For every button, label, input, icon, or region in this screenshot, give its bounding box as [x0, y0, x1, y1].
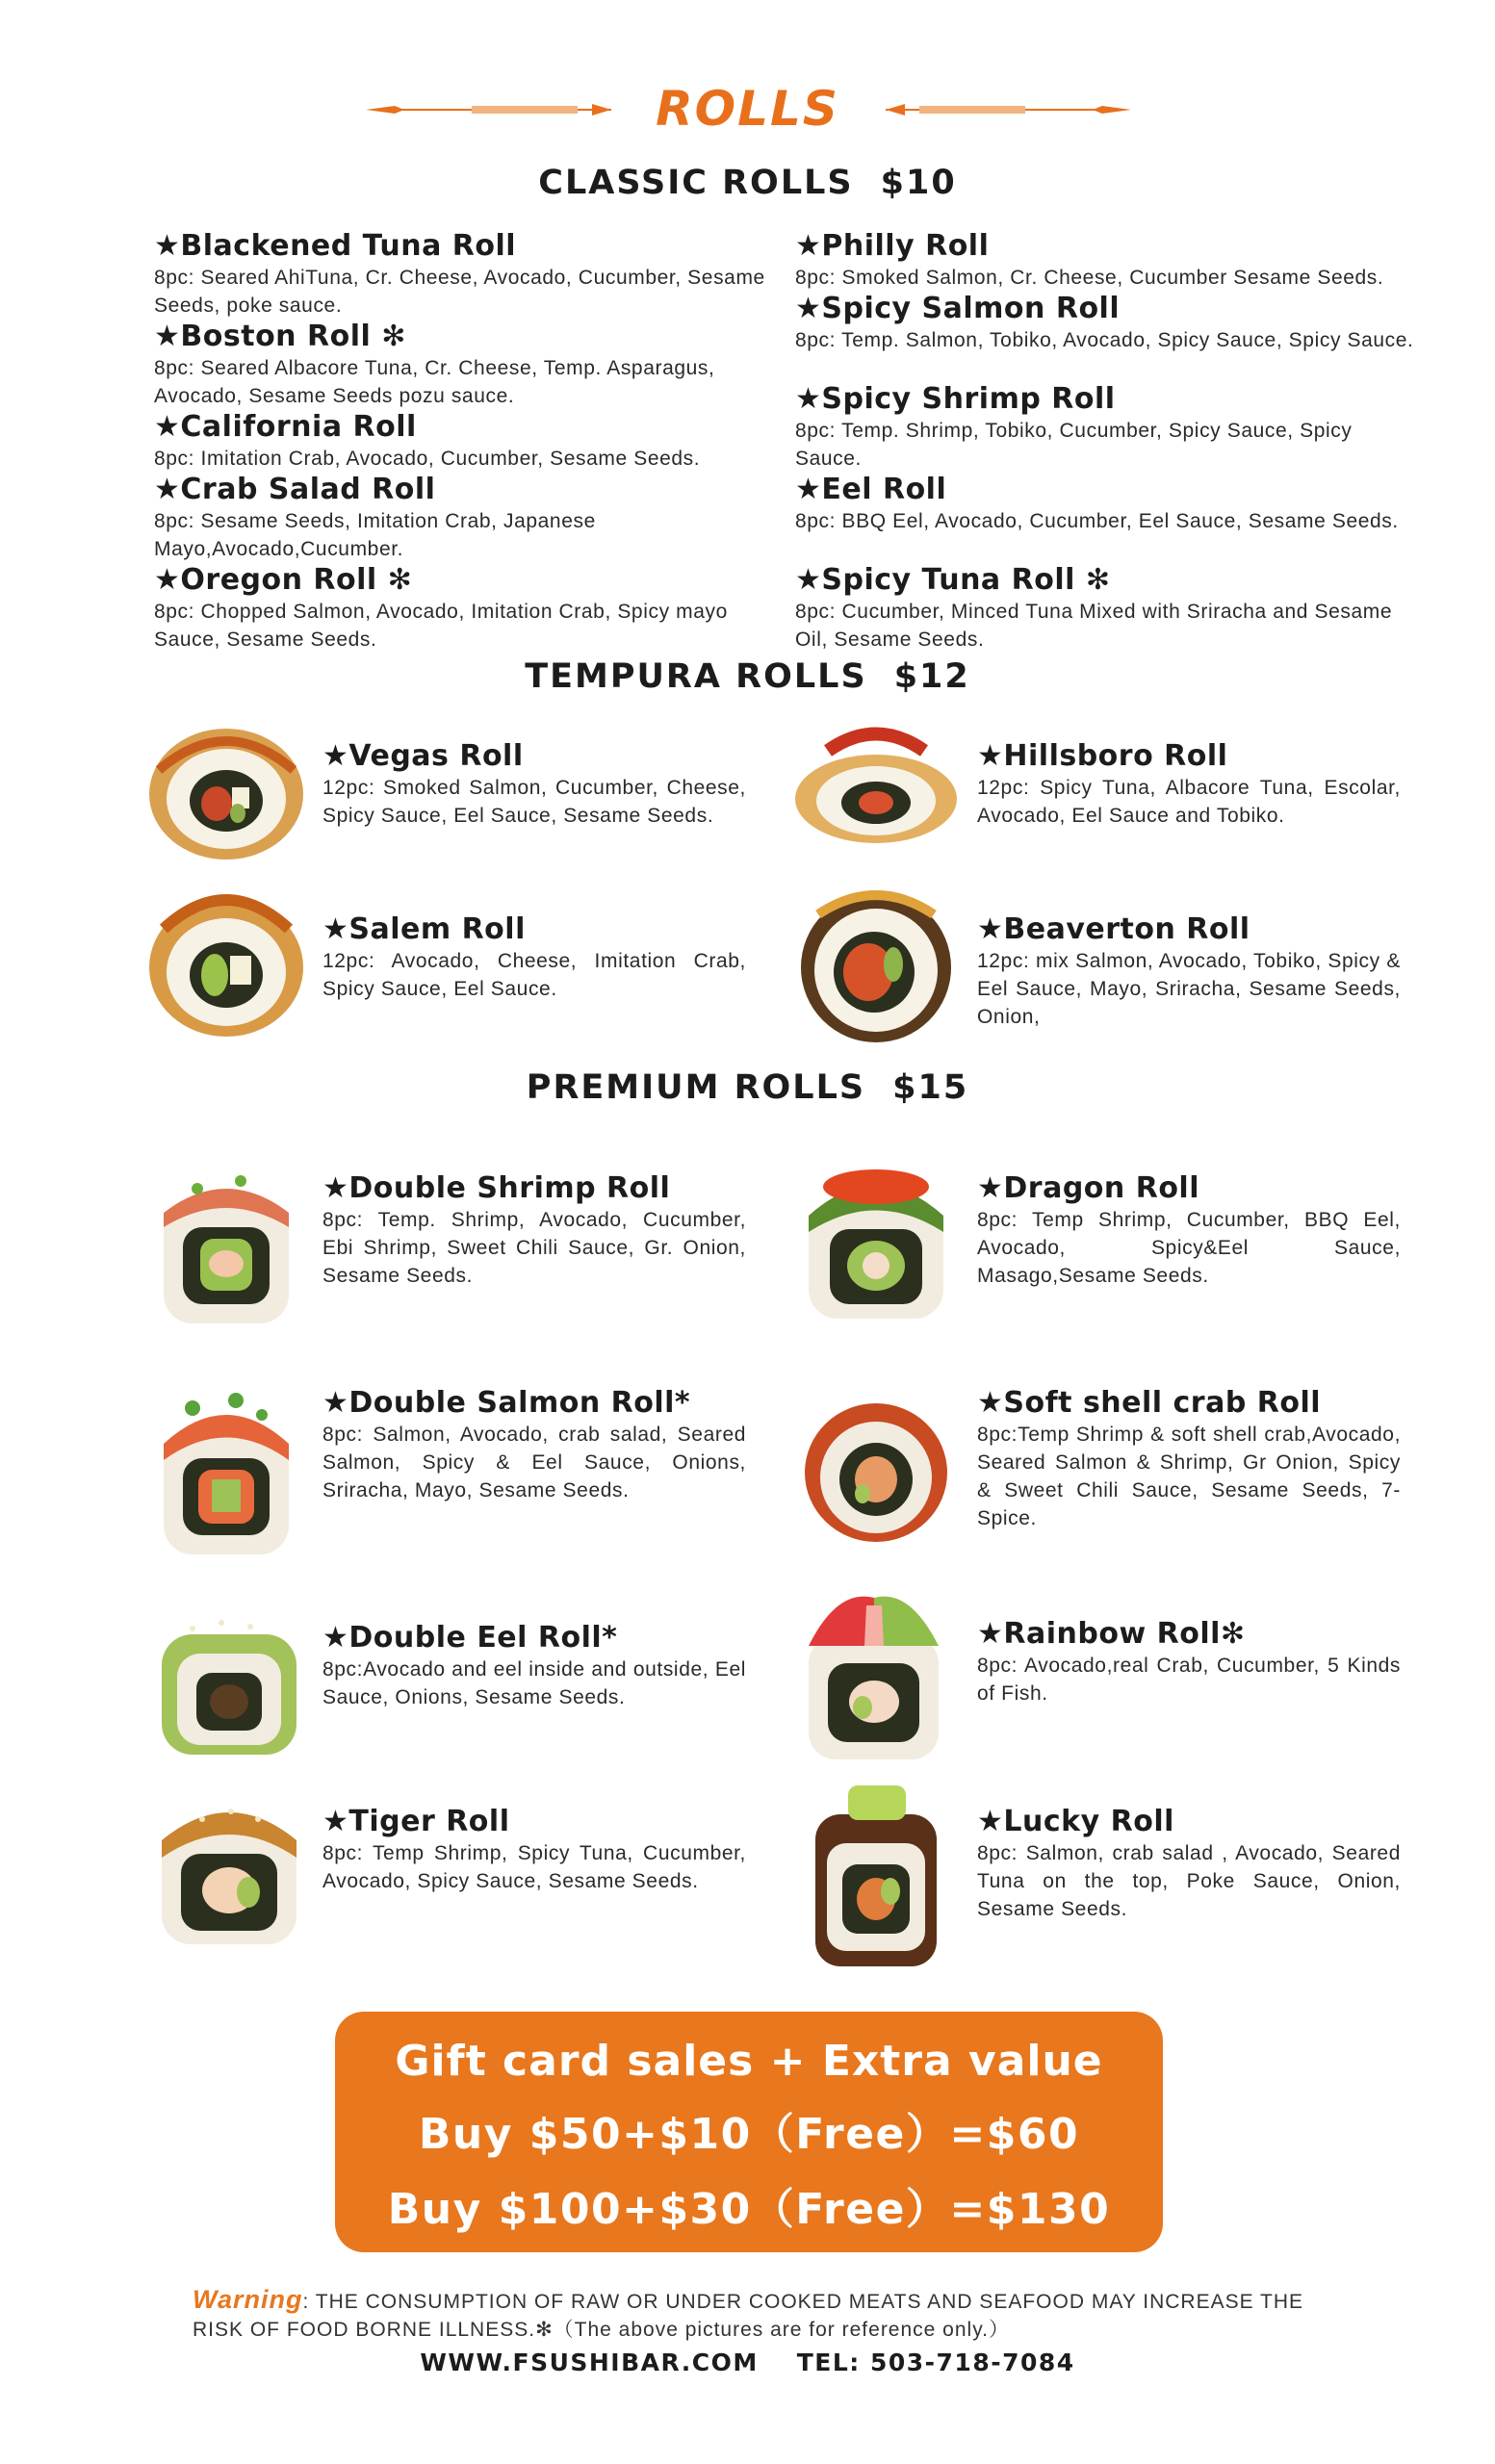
section-price: $15 [892, 1068, 969, 1107]
item-name: ★Boston Roll ✻ [154, 320, 406, 353]
item-name: ★Soft shell crab Roll [977, 1386, 1322, 1420]
menu-item [795, 473, 1421, 563]
website-link[interactable]: WWW.FSUSHIBAR.COM [420, 2348, 759, 2376]
item-description: 8pc: Temp. Salmon, Tobiko, Avocado, Spicy Sauce, Spicy Sauce. [795, 329, 1414, 351]
item-name: ★Philly Roll [795, 229, 990, 263]
item-description: 8pc: Temp Shrimp, Spicy Tuna, Cucumber, Avocado, Spicy Sauce, Sesame Seeds. [322, 1842, 746, 1892]
item-description: 8pc: Temp. Shrimp, Avocado, Cucumber, Ebi Shrimp, Sweet Chili Sauce, Gr. Onion, Sesame Seeds. [322, 1209, 746, 1287]
item-description: 8pc: Salmon, crab salad , Avocado, Seared Tuna on the top, Poke Sauce, Onion, Sesame Seeds. [977, 1842, 1401, 1920]
warning-notice [193, 2286, 1348, 2344]
section-name: CLASSIC ROLLS [538, 164, 854, 202]
dragon-roll-photo [799, 1160, 953, 1328]
tempura-rolls-heading [0, 657, 1495, 696]
item-name: ★Oregon Roll ✻ [154, 563, 413, 597]
warning-text: : THE CONSUMPTION OF RAW OR UNDER COOKED MEATS AND SEAFOOD MAY INCREASE THE RISK OF FOOD BORNE ILLNESS.✻（The above pictures are for reference only.） [193, 2291, 1304, 2341]
beaverton-roll-photo [789, 876, 963, 1049]
gift-card-promo [335, 2012, 1163, 2252]
item-text [977, 1617, 1401, 1707]
double-eel-roll-photo [154, 1607, 303, 1761]
menu-item [154, 563, 780, 654]
item-name: ★Rainbow Roll✻ [977, 1617, 1246, 1651]
item-text [322, 1621, 746, 1711]
item-name: ★Dragon Roll [977, 1171, 1199, 1205]
tiger-roll-photo [154, 1790, 303, 1949]
item-name: ★Double Shrimp Roll [322, 1171, 671, 1205]
warning-label: Warning [193, 2285, 303, 2314]
item-name: ★Salem Roll [322, 912, 526, 946]
menu-item [154, 410, 780, 473]
item-description: 12pc: Avocado, Cheese, Imitation Crab, Spicy Sauce, Eel Sauce. [322, 950, 746, 1000]
soft-shell-crab-roll-photo [799, 1386, 953, 1550]
item-text [322, 739, 746, 830]
item-description: 8pc: Smoked Salmon, Cr. Cheese, Cucumber Sesame Seeds. [795, 267, 1384, 289]
item-text [322, 1171, 746, 1290]
item-name: ★Tiger Roll [322, 1805, 510, 1838]
double-shrimp-roll-photo [154, 1160, 298, 1333]
item-description: 12pc: mix Salmon, Avocado, Tobiko, Spicy & Eel Sauce, Mayo, Sriracha, Sesame Seeds, Onion, [977, 950, 1401, 1028]
item-description: 8pc: Avocado,real Crab, Cucumber, 5 Kinds of Fish. [977, 1655, 1401, 1705]
item-description: 8pc: Temp. Shrimp, Tobiko, Cucumber, Spicy Sauce, Spicy Sauce. [795, 420, 1353, 470]
section-name: TEMPURA ROLLS [525, 657, 867, 696]
page-title: ROLLS [656, 81, 839, 137]
lucky-roll-photo [804, 1776, 948, 1973]
classic-left-column [154, 229, 780, 654]
item-name: ★Spicy Tuna Roll ✻ [795, 563, 1111, 597]
menu-item [154, 320, 780, 410]
section-price: $10 [880, 164, 957, 202]
menu-item [795, 292, 1421, 382]
menu-item [795, 382, 1421, 473]
item-text [977, 1386, 1401, 1532]
item-description: 8pc: Temp Shrimp, Cucumber, BBQ Eel, Avocado, Spicy&Eel Sauce, Masago,Sesame Seeds. [977, 1209, 1401, 1287]
menu-item [154, 473, 780, 563]
item-text [977, 1805, 1401, 1923]
gift-card-title: Gift card sales + Extra value [395, 2037, 1103, 2086]
item-description: 8pc:Temp Shrimp & soft shell crab,Avocado, Seared Salmon & Shrimp, Gr Onion, Spicy & Sweet Chili Sauce, Sesame Seeds, 7-Spice. [977, 1424, 1401, 1529]
section-name: PREMIUM ROLLS [526, 1068, 866, 1107]
menu-item [795, 563, 1421, 654]
item-text [977, 912, 1401, 1031]
item-name: ★Beaverton Roll [977, 912, 1250, 946]
classic-rolls-heading [0, 164, 1495, 202]
item-description: 8pc: Seared Albacore Tuna, Cr. Cheese, Temp. Asparagus, Avocado, Sesame Seeds pozu sauce. [154, 357, 715, 407]
footer [0, 2348, 1495, 2376]
classic-right-column [795, 229, 1421, 654]
item-description: 8pc: Cucumber, Minced Tuna Mixed with Sriracha and Sesame Oil, Sesame Seeds. [795, 601, 1393, 651]
double-salmon-roll-photo [154, 1372, 298, 1564]
header [0, 75, 1495, 142]
salem-roll-photo [140, 881, 313, 1044]
item-name: ★Vegas Roll [322, 739, 524, 773]
item-text [322, 1386, 746, 1504]
gift-card-offer-100: Buy $100+$30（Free）=$130 [387, 2185, 1111, 2234]
item-description: 12pc: Smoked Salmon, Cucumber, Cheese, Spicy Sauce, Eel Sauce, Sesame Seeds. [322, 777, 746, 827]
phone-number[interactable]: TEL: 503-718-7084 [796, 2348, 1075, 2376]
item-name: ★Crab Salad Roll [154, 473, 436, 506]
item-text [322, 912, 746, 1003]
item-description: 8pc: Imitation Crab, Avocado, Cucumber, Sesame Seeds. [154, 448, 701, 470]
item-name: ★Blackened Tuna Roll [154, 229, 517, 263]
item-name: ★Hillsboro Roll [977, 739, 1228, 773]
menu-item [154, 229, 780, 320]
item-description: 8pc: BBQ Eel, Avocado, Cucumber, Eel Sauce, Sesame Seeds. [795, 510, 1399, 532]
hillsboro-roll-photo [789, 722, 963, 847]
premium-rolls-heading [0, 1068, 1495, 1107]
item-description: 8pc: Salmon, Avocado, crab salad, Seared Salmon, Spicy & Eel Sauce, Onions, Sriracha, Mayo, Sesame Seeds. [322, 1424, 746, 1502]
item-text [322, 1805, 746, 1895]
item-name: ★Spicy Salmon Roll [795, 292, 1121, 325]
item-description: 8pc:Avocado and eel inside and outside, Eel Sauce, Onions, Sesame Seeds. [322, 1658, 746, 1708]
item-name: ★Eel Roll [795, 473, 947, 506]
item-text [977, 1171, 1401, 1290]
item-description: 8pc: Chopped Salmon, Avocado, Imitation Crab, Spicy mayo Sauce, Sesame Seeds. [154, 601, 728, 651]
rainbow-roll-photo [799, 1588, 948, 1766]
menu-item [795, 229, 1421, 292]
section-price: $12 [893, 657, 970, 696]
item-description: 8pc: Seared AhiTuna, Cr. Cheese, Avocado, Cucumber, Sesame Seeds, poke sauce. [154, 267, 765, 317]
item-name: ★Spicy Shrimp Roll [795, 382, 1116, 416]
item-name: ★Double Salmon Roll* [322, 1386, 691, 1420]
item-name: ★Double Eel Roll* [322, 1621, 618, 1655]
vegas-roll-photo [140, 712, 313, 866]
item-description: 12pc: Spicy Tuna, Albacore Tuna, Escolar, Avocado, Eel Sauce and Tobiko. [977, 777, 1401, 827]
item-name: ★California Roll [154, 410, 417, 444]
item-name: ★Lucky Roll [977, 1805, 1174, 1838]
right-ornament-icon [881, 102, 1131, 117]
item-description: 8pc: Sesame Seeds, Imitation Crab, Japanese Mayo,Avocado,Cucumber. [154, 510, 596, 560]
item-text [977, 739, 1401, 830]
gift-card-offer-50: Buy $50+$10（Free）=$60 [418, 2110, 1080, 2159]
